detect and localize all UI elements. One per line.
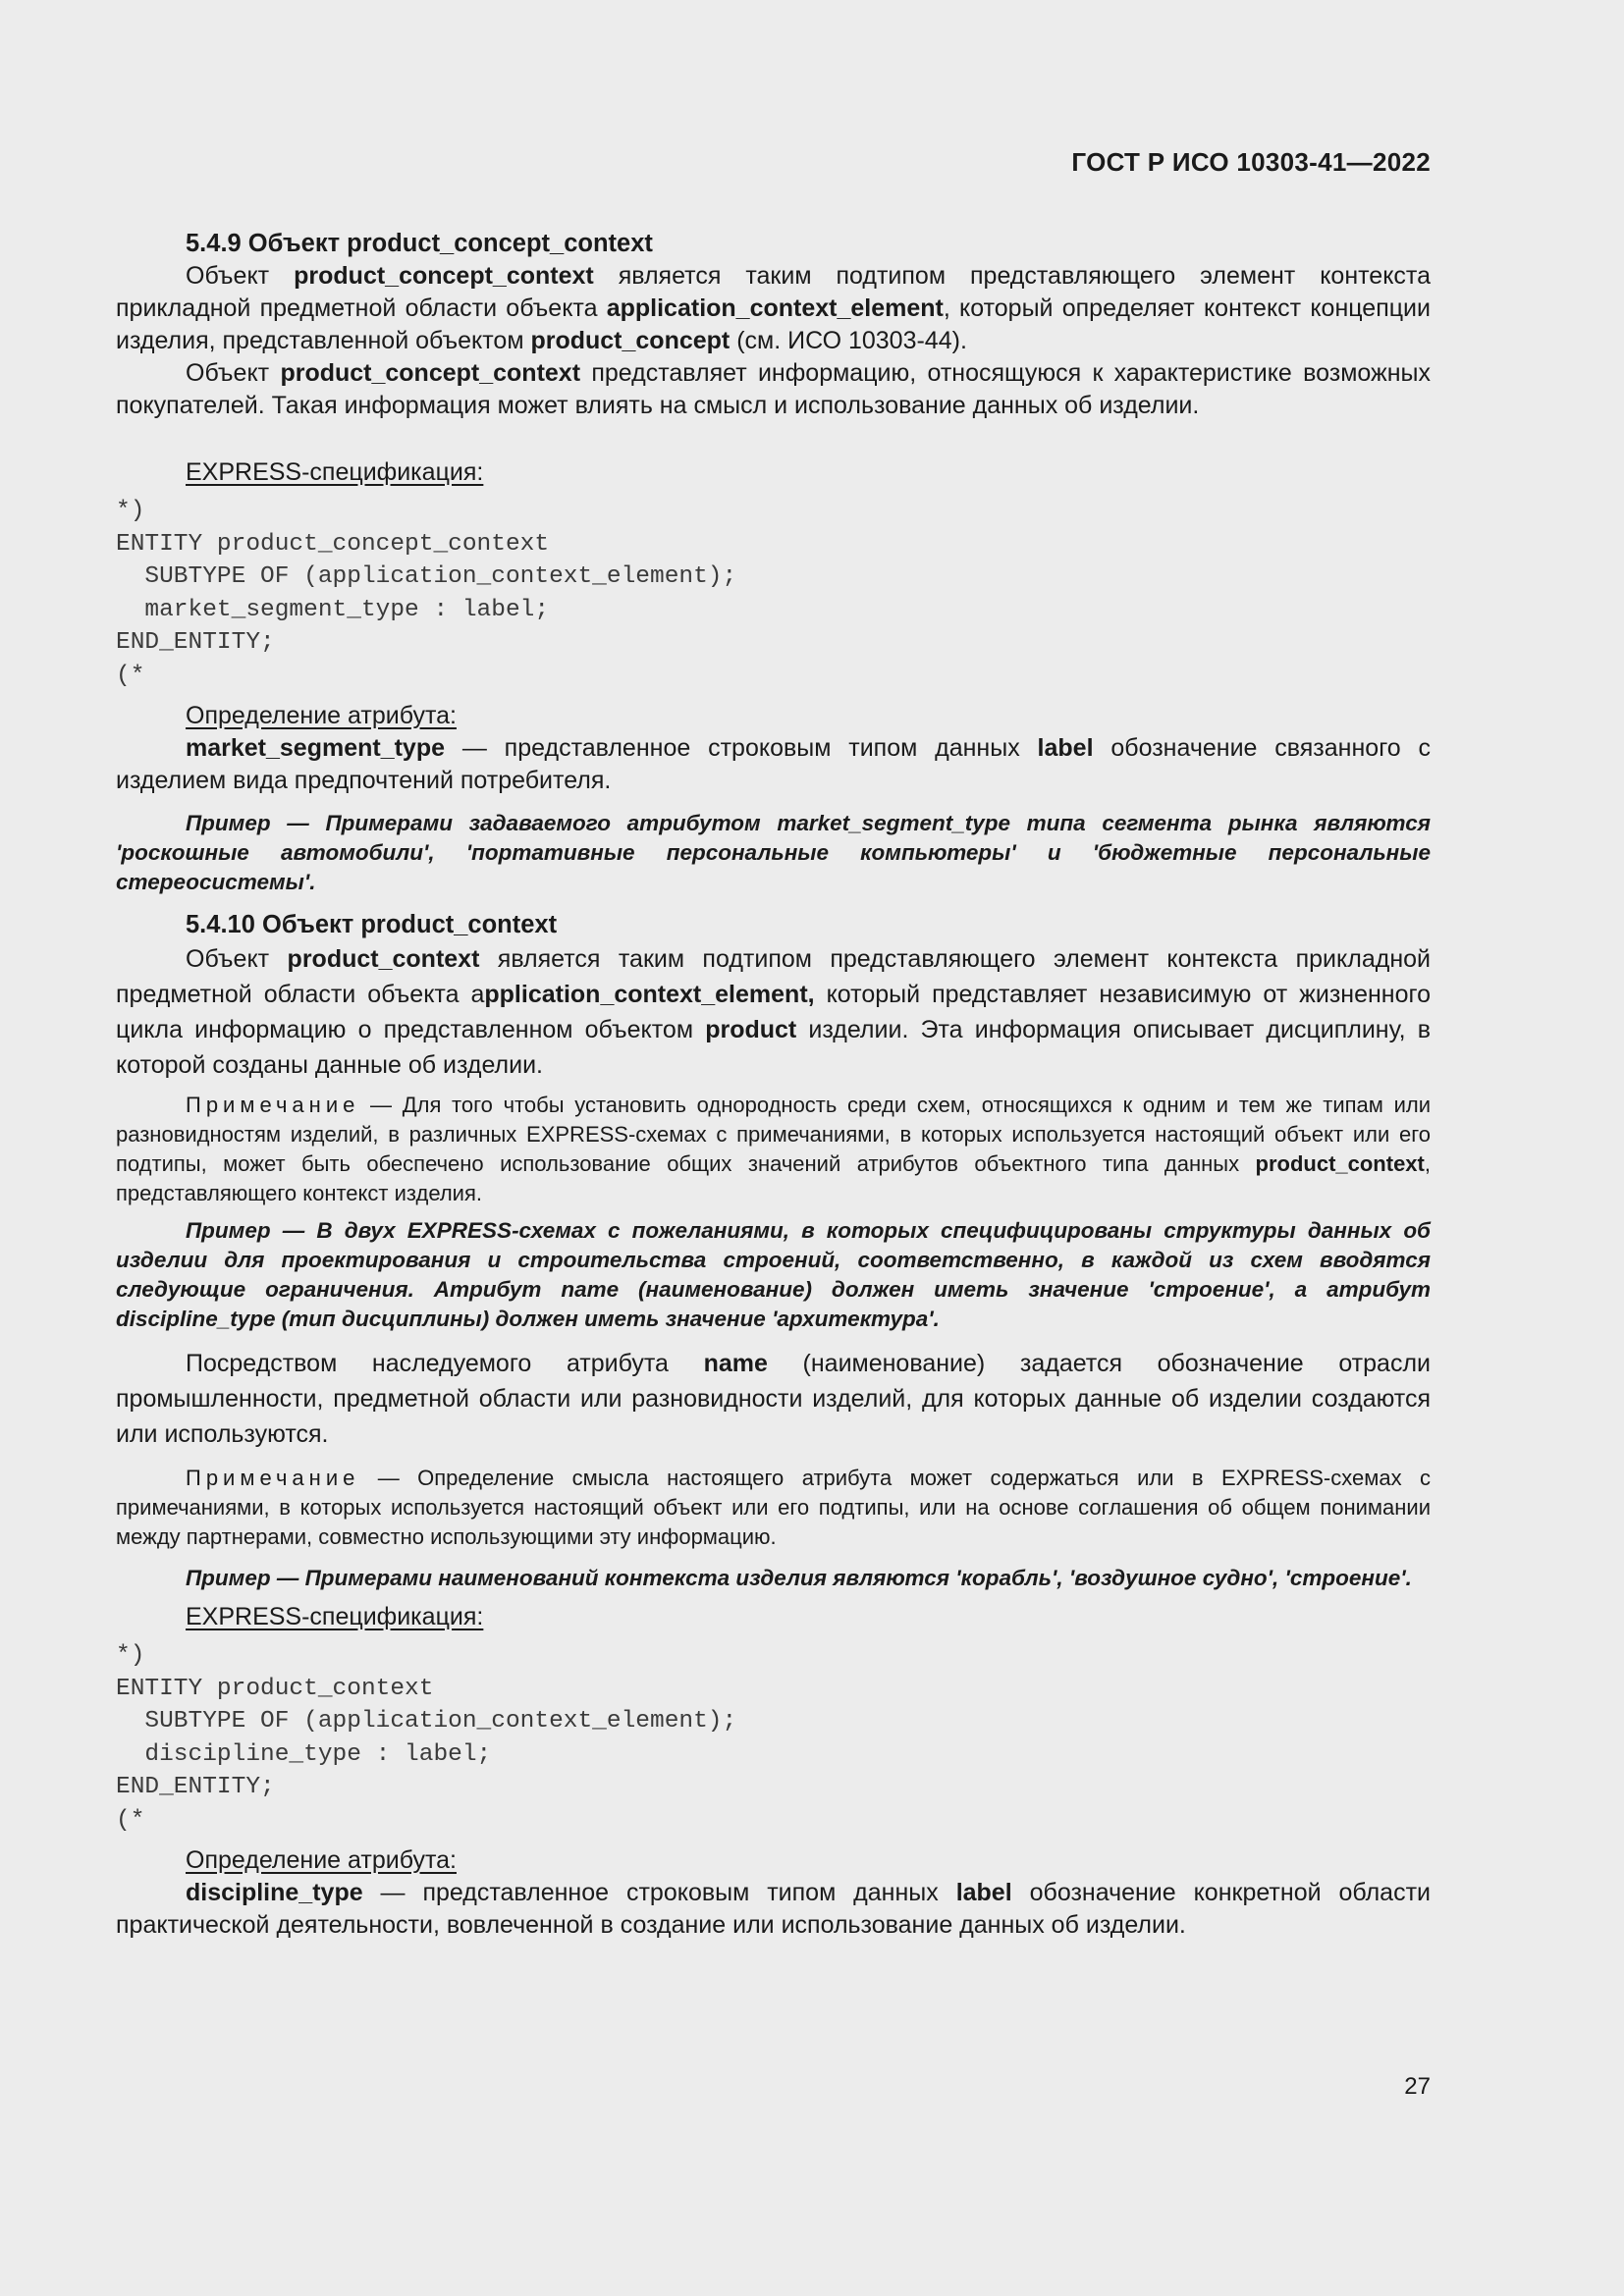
page-number: 27 xyxy=(1404,2073,1431,2100)
paragraph: Объект product_context является таким подтипом представляющего элемент контекста прикладной предметной области объекта аpplication_context_element, который представляет независимую от жизненного цикла информацию о представленном объектом product изделии. Эта информация описывает дисциплину, в которой созданы данные об изделии. xyxy=(116,945,1431,1079)
example: Пример — Примерами задаваемого атрибутом market_segment_type типа сегмента рынка являются 'роскошные автомобили', 'портативные персональные компьютеры' и 'бюджетные персональные стереосистемы'. xyxy=(116,811,1431,894)
document-header: ГОСТ Р ИСО 10303-41—2022 xyxy=(1071,147,1431,177)
attribute-definition: discipline_type — представленное строковым типом данных label обозначение конкретной области практической деятельности, вовлеченной в создание или использование данных об изделии. xyxy=(116,1879,1431,1939)
express-spec-label: EXPRESS-спецификация: xyxy=(186,1603,484,1630)
attribute-definition-label: Определение атрибута: xyxy=(186,1846,457,1874)
section-heading-5-4-10: 5.4.10 Объект product_context xyxy=(186,911,558,938)
example: Пример — Примерами наименований контекста изделия являются 'корабль', 'воздушное судно', 'строение'. xyxy=(186,1566,1412,1590)
note: Примечание — Для того чтобы установить однородность среди схем, относящихся к одним и тем же типам или разновидностям изделий, в различных EXPRESS-схемах с примечаниями, в которых используется настоящий объект или его подтипы, может быть обеспечено использование общих значений атрибутов объектного типа данных product_context, представляющего контекст изделия. xyxy=(116,1093,1431,1205)
section-heading-5-4-9: 5.4.9 Объект product_concept_context xyxy=(186,230,653,257)
paragraph: Объект product_concept_context является таким подтипом представляющего элемент контекста прикладной предметной области объекта application_context_element, который определяет контекст концепции изделия, представленной объектом product_concept (см. ИСО 10303-44). xyxy=(116,262,1432,354)
note: Примечание — Определение смысла настоящего атрибута может содержаться или в EXPRESS-схемах с примечаниями, в которых используется настоящий объект или его подтипы, или на основе соглашения об общем понимании между партнерами, совместно использующими эту информацию. xyxy=(116,1466,1431,1549)
paragraph: Посредством наследуемого атрибута name (наименование) задается обозначение отрасли промышленности, предметной области или разновидности изделий, для которых данные об изделии создаются или используются. xyxy=(116,1350,1431,1448)
attribute-definition: market_segment_type — представленное строковым типом данных label обозначение связанного с изделием вида предпочтений потребителя. xyxy=(116,734,1432,794)
express-spec-label: EXPRESS-спецификация: xyxy=(186,458,484,486)
example: Пример — В двух EXPRESS-схемах с пожеланиями, в которых специфицированы структуры данных об изделии для проектирования и строительства строений, соответственно, в каждой из схем вводятся следующие ограничения. Атрибут name (наименование) должен иметь значение 'строение', а атрибут discipline_type (тип дисциплины) должен иметь значение 'архитектура'. xyxy=(116,1218,1431,1331)
paragraph: Объект product_concept_context представляет информацию, относящуюся к характеристике возможных покупателей. Такая информация может влиять на смысл и использование данных об изделии. xyxy=(116,359,1432,419)
attribute-definition-label: Определение атрибута: xyxy=(186,702,457,729)
express-code-block: *) ENTITY product_concept_context SUBTYPE OF (application_context_element); market_segment_type : label; END_ENTITY; (* xyxy=(116,498,737,689)
page-content xyxy=(116,228,1431,1942)
express-code-block: *) ENTITY product_context SUBTYPE OF (application_context_element); discipline_type : label; END_ENTITY; (* xyxy=(116,1642,737,1834)
